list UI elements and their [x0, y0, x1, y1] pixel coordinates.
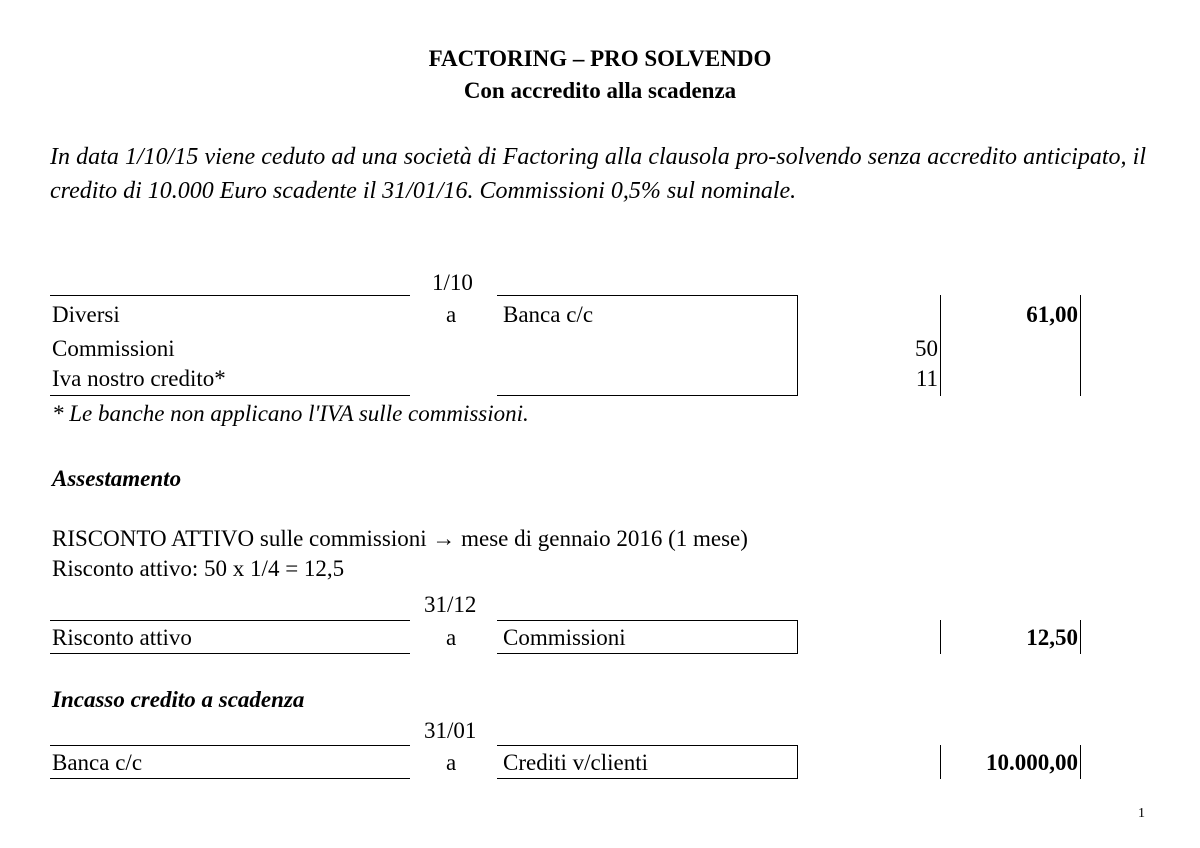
entry1-total-column-rule [1080, 295, 1081, 396]
entry1-bottom-rule-right [497, 395, 798, 396]
entry1-partial-3: 11 [915, 366, 938, 391]
entry3-credit: Crediti v/clienti [503, 750, 648, 775]
entry3-total: 10.000,00 [986, 750, 1078, 775]
page-subtitle: Con accredito alla scadenza [463, 78, 737, 103]
entry3-credit-border [797, 745, 798, 779]
entry2-top-rule-right [497, 620, 798, 621]
entry2-bottom-rule-right [497, 653, 798, 654]
entry1-debit-1: Diversi [52, 302, 120, 327]
entry3-date: 31/01 [424, 718, 477, 743]
entry1-a: a [446, 302, 457, 327]
entry3-top-rule-right [497, 745, 798, 746]
entry3-bottom-rule-right [497, 778, 798, 779]
entry3-debit: Banca c/c [52, 750, 143, 775]
entry2-credit: Commissioni [503, 625, 626, 650]
adjustment-line-2: Risconto attivo: 50 x 1/4 = 12,5 [52, 556, 345, 581]
entry2-bottom-rule-left [50, 653, 410, 654]
entry2-total-column-rule [1080, 620, 1081, 654]
adjustment-line-1: RISCONTO ATTIVO sulle commissioni → mese di gennaio 2016 (1 mese) [52, 526, 748, 551]
entry1-total: 61,00 [1026, 302, 1078, 327]
entry3-total-column-rule [1080, 745, 1081, 779]
section-heading-incasso: Incasso credito a scadenza [52, 687, 305, 712]
entry1-credit-border [797, 295, 798, 396]
section-heading-assestamento: Assestamento [52, 466, 182, 491]
page-number: 1 [1138, 806, 1145, 821]
entry3-partial-column-rule [940, 745, 941, 779]
entry2-a: a [446, 625, 457, 650]
entry1-credit-1: Banca c/c [503, 302, 594, 327]
intro-paragraph: In data 1/10/15 viene ceduto ad una società di Factoring alla clausola pro-solvendo senza accredito anticipato, il credito di 10.000 Euro scadente il 31/01/16. Commissioni 0,5% sul nominale. [50, 144, 1146, 204]
entry3-a: a [446, 750, 457, 775]
entry1-footnote: * Le banche non applicano l'IVA sulle commissioni. [52, 401, 529, 426]
page-title: FACTORING – PRO SOLVENDO [428, 46, 772, 71]
entry1-debit-2: Commissioni [52, 336, 175, 361]
entry1-top-rule-right [497, 295, 798, 296]
entry1-partial-2: 50 [915, 336, 938, 361]
entry1-debit-3: Iva nostro credito* [52, 366, 226, 391]
entry1-date: 1/10 [432, 270, 473, 295]
entry2-partial-column-rule [940, 620, 941, 654]
entry2-debit: Risconto attivo [52, 625, 192, 650]
entry3-bottom-rule-left [50, 778, 410, 779]
entry3-top-rule-left [50, 745, 410, 746]
entry2-top-rule-left [50, 620, 410, 621]
entry2-credit-border [797, 620, 798, 654]
entry2-date: 31/12 [424, 592, 477, 617]
entry1-top-rule-left [50, 295, 410, 296]
entry1-bottom-rule-left [50, 395, 410, 396]
entry2-total: 12,50 [1026, 625, 1078, 650]
entry1-partial-column-rule [940, 295, 941, 396]
